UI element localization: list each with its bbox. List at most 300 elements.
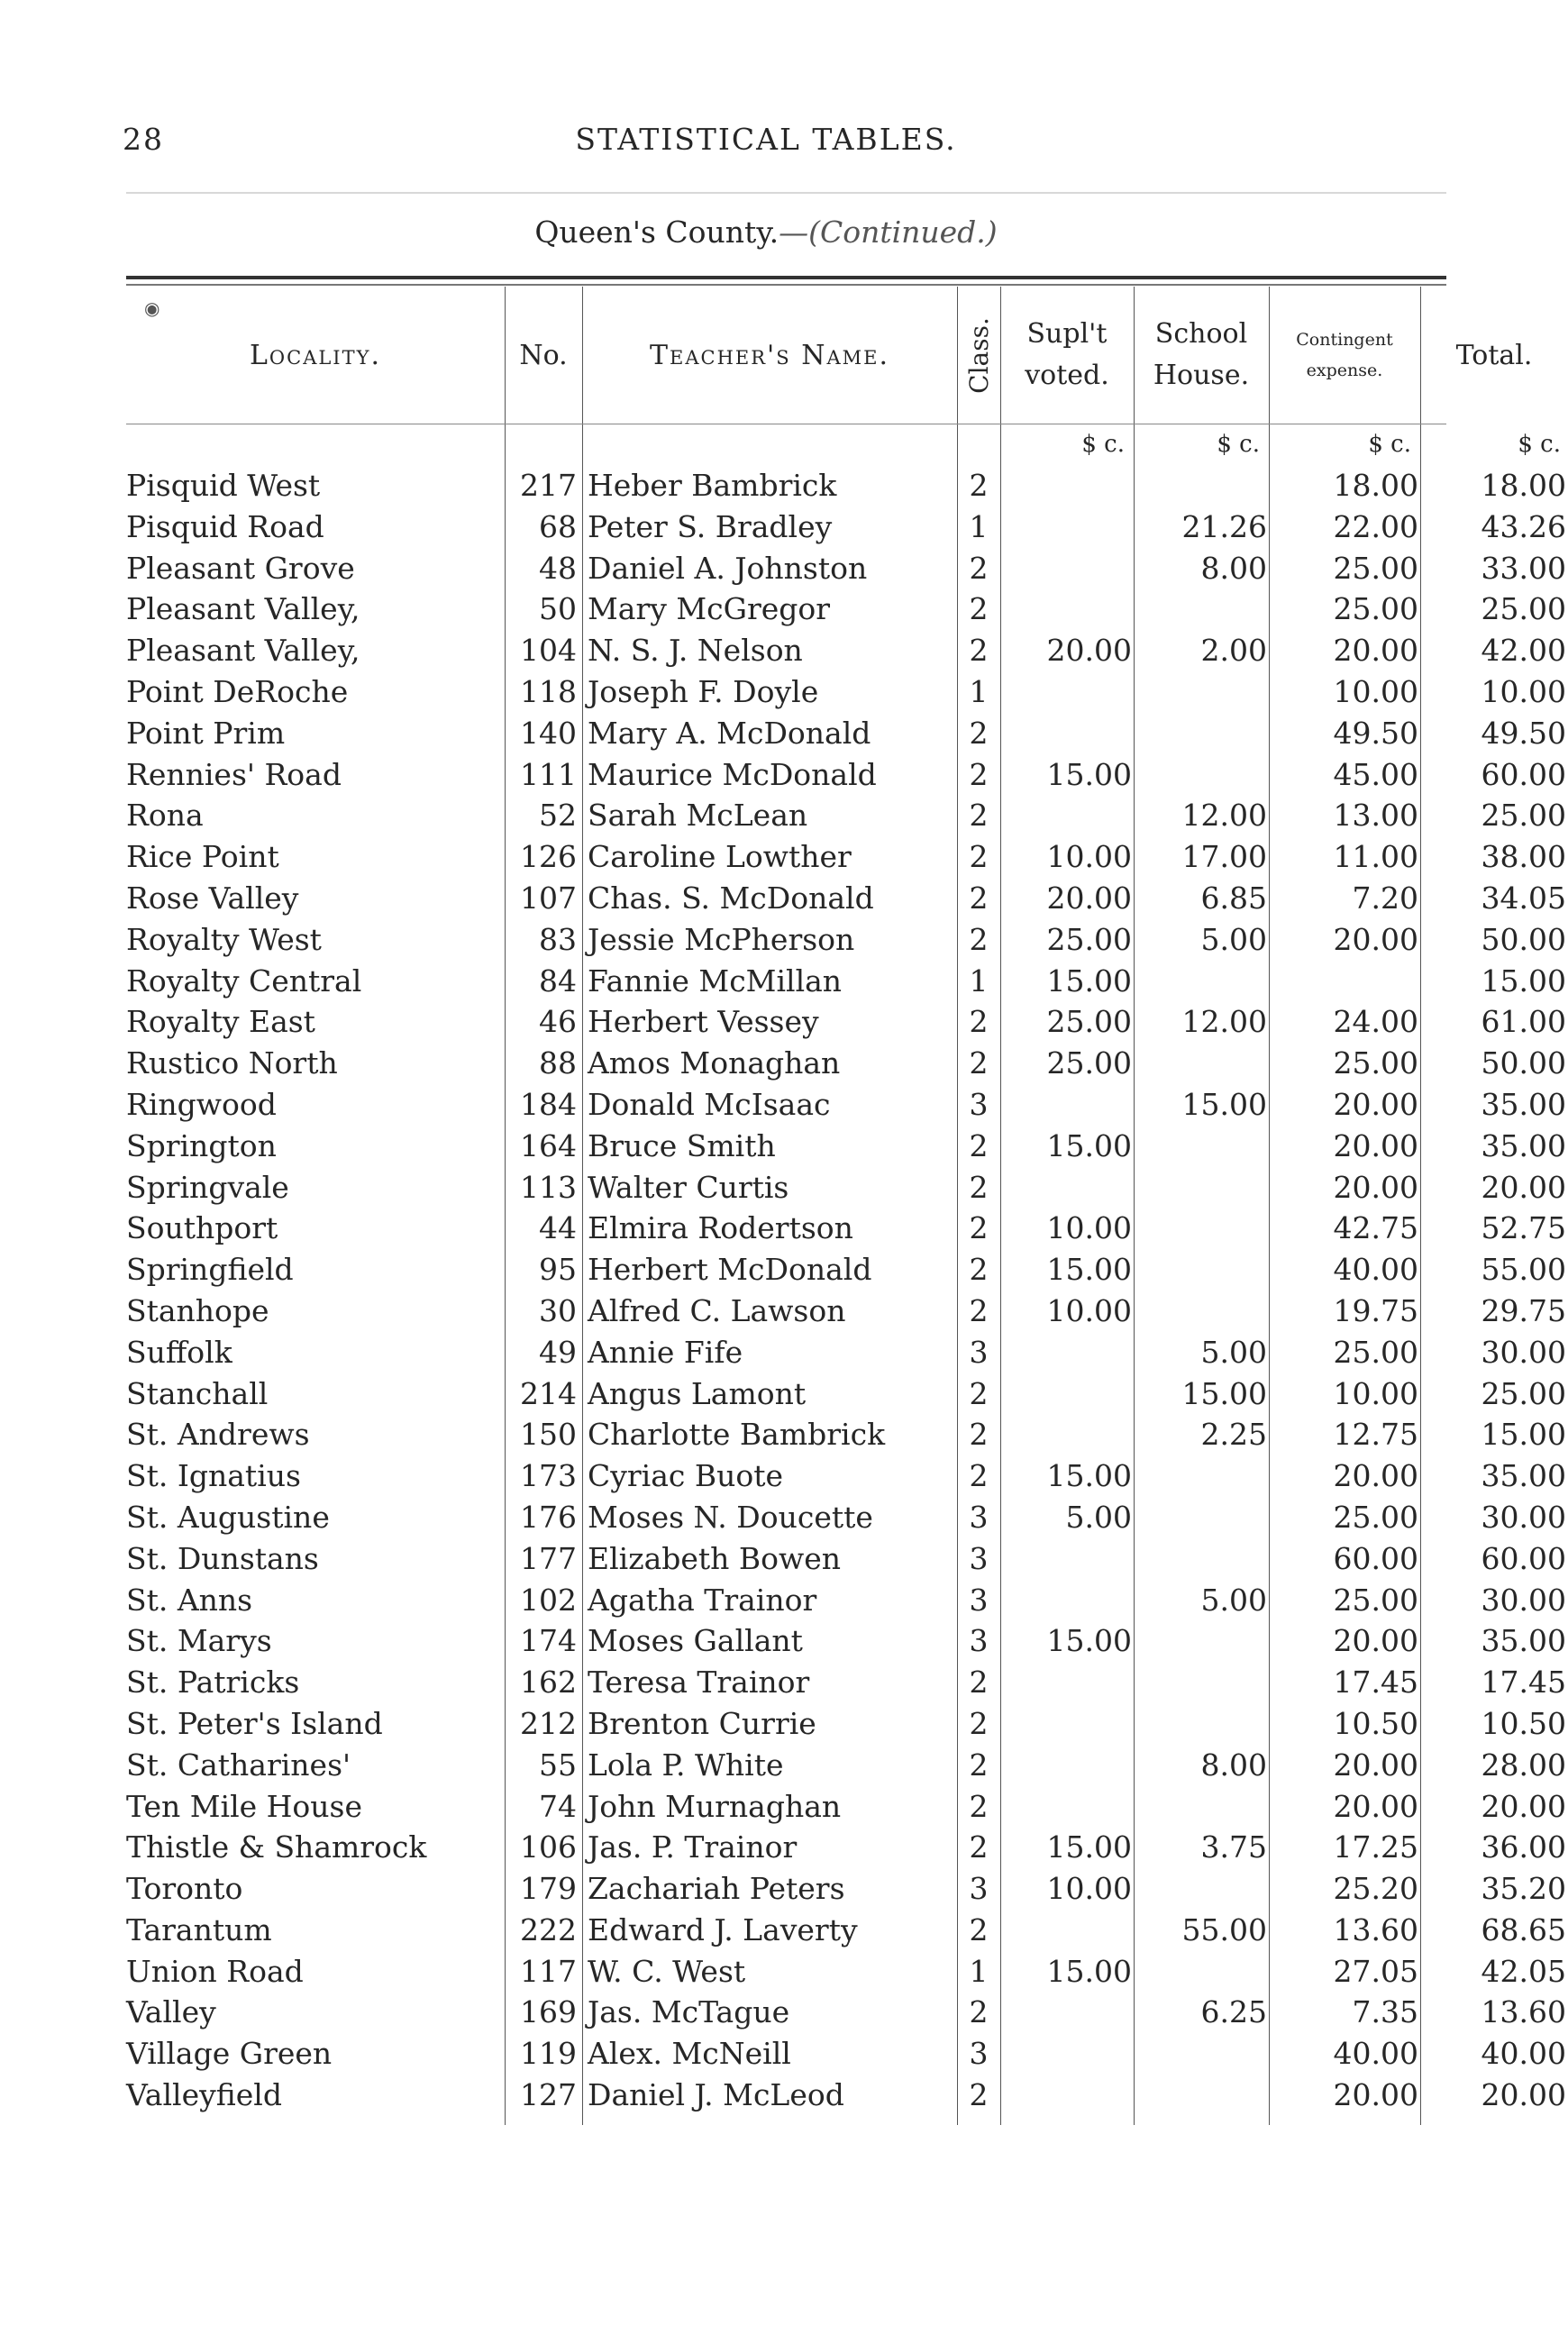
table-body	[126, 465, 1566, 2116]
table-row	[126, 1414, 1566, 1455]
teacher-name-cell: Joseph F. Doyle	[588, 673, 819, 709]
teacher-name-cell: Herbert Vessey	[588, 1004, 819, 1040]
contingent-expense-cell: 40.00	[1333, 1252, 1418, 1288]
school-house-cell: 12.00	[1181, 1004, 1267, 1040]
teacher-name-cell: Agatha Trainor	[588, 1582, 817, 1618]
supplement-voted-cell: 10.00	[1046, 1292, 1132, 1328]
teacher-name-cell: Herbert McDonald	[588, 1252, 872, 1288]
locality-cell: Village Green	[126, 2036, 333, 2072]
supplement-voted-cell: 15.00	[1046, 1458, 1132, 1494]
total-cell: 42.00	[1481, 633, 1566, 669]
school-house-cell: 2.25	[1200, 1417, 1267, 1453]
number-cell: 169	[520, 1994, 577, 2030]
class-cell: 2	[969, 1829, 989, 1865]
table-row	[126, 1827, 1566, 1868]
number-cell: 88	[539, 1045, 577, 1081]
header-school-line1: School	[1154, 318, 1248, 350]
total-cell: 49.50	[1481, 715, 1566, 751]
locality-cell: Rice Point	[126, 839, 279, 875]
contingent-expense-cell: 25.00	[1333, 1045, 1418, 1081]
class-cell: 3	[969, 1582, 989, 1618]
contingent-expense-cell: 20.00	[1333, 1623, 1418, 1659]
teacher-name-cell: Edward J. Laverty	[588, 1911, 858, 1947]
total-cell: 50.00	[1481, 921, 1566, 957]
locality-cell: Pleasant Valley,	[126, 633, 360, 669]
class-cell: 2	[969, 1747, 989, 1783]
contingent-expense-cell: 27.05	[1333, 1953, 1418, 1989]
total-cell: 35.00	[1481, 1458, 1566, 1494]
teacher-name-cell: Elmira Rodertson	[588, 1210, 853, 1246]
table-row	[126, 588, 1566, 630]
total-cell: 10.00	[1481, 673, 1566, 709]
class-cell: 2	[969, 1252, 989, 1288]
teacher-name-cell: Alfred C. Lawson	[588, 1292, 846, 1328]
teacher-name-cell: Jas. McTague	[588, 1994, 790, 2030]
total-cell: 50.00	[1481, 1045, 1566, 1081]
number-cell: 173	[520, 1458, 577, 1494]
class-cell: 1	[969, 508, 989, 544]
table-row	[126, 1249, 1566, 1291]
locality-cell: Royalty East	[126, 1004, 315, 1040]
ink-blot-mark: ◉	[144, 297, 160, 319]
class-cell: 2	[969, 633, 989, 669]
contingent-expense-cell: 20.00	[1333, 1127, 1418, 1163]
locality-cell: Rose Valley	[126, 880, 299, 916]
total-cell: 25.00	[1481, 1375, 1566, 1411]
table-row	[126, 919, 1566, 961]
table-row	[126, 1703, 1566, 1745]
table-row	[126, 1126, 1566, 1167]
table-row	[126, 1167, 1566, 1208]
contingent-expense-cell: 24.00	[1333, 1004, 1418, 1040]
teacher-name-cell: Daniel J. McLeod	[588, 2077, 844, 2113]
school-house-cell: 8.00	[1200, 550, 1267, 586]
contingent-expense-cell: 20.00	[1333, 633, 1418, 669]
teacher-name-cell: Elizabeth Bowen	[588, 1540, 842, 1576]
table-row	[126, 548, 1566, 589]
contingent-expense-cell: 10.50	[1333, 1705, 1418, 1741]
number-cell: 74	[539, 1788, 577, 1824]
supplement-voted-cell: 15.00	[1046, 1953, 1132, 1989]
total-cell: 15.00	[1481, 1417, 1566, 1453]
class-cell: 2	[969, 921, 989, 957]
total-cell: 55.00	[1481, 1252, 1566, 1288]
header-supplement-line1: Supl't	[1026, 318, 1108, 350]
class-cell: 2	[969, 550, 989, 586]
locality-cell: St. Catharines'	[126, 1747, 351, 1783]
supplement-voted-cell: 25.00	[1046, 1045, 1132, 1081]
supplement-voted-cell: 15.00	[1046, 1623, 1132, 1659]
table-row	[126, 630, 1566, 671]
supplement-voted-cell: 10.00	[1046, 1871, 1132, 1907]
total-cell: 30.00	[1481, 1582, 1566, 1618]
supplement-voted-cell: 15.00	[1046, 1829, 1132, 1865]
school-house-cell: 15.00	[1181, 1086, 1267, 1122]
county-name: Queen's County.	[534, 214, 779, 250]
number-cell: 177	[520, 1540, 577, 1576]
number-cell: 117	[520, 1953, 577, 1989]
teacher-name-cell: Cyriac Buote	[588, 1458, 784, 1494]
total-cell: 40.00	[1481, 2036, 1566, 2072]
school-house-cell: 12.00	[1181, 798, 1267, 834]
teacher-name-cell: Walter Curtis	[588, 1169, 789, 1205]
contingent-expense-cell: 20.00	[1333, 1086, 1418, 1122]
total-cell: 36.00	[1481, 1829, 1566, 1865]
table-row	[126, 713, 1566, 754]
class-cell: 2	[969, 1004, 989, 1040]
contingent-expense-cell: 49.50	[1333, 715, 1418, 751]
contingent-expense-cell: 12.75	[1333, 1417, 1418, 1453]
class-cell: 3	[969, 1086, 989, 1122]
locality-cell: Pisquid Road	[126, 508, 324, 544]
class-cell: 3	[969, 2036, 989, 2072]
number-cell: 179	[520, 1871, 577, 1907]
number-cell: 118	[520, 673, 577, 709]
contingent-expense-cell: 7.35	[1352, 1994, 1418, 2030]
supplement-voted-cell: 15.00	[1046, 1127, 1132, 1163]
school-house-cell: 6.85	[1200, 880, 1267, 916]
locality-cell: Stanhope	[126, 1292, 269, 1328]
total-cell: 61.00	[1481, 1004, 1566, 1040]
teacher-name-cell: Donald McIsaac	[588, 1086, 831, 1122]
table-subtitle	[0, 214, 1532, 250]
locality-cell: St. Dunstans	[126, 1540, 319, 1576]
contingent-expense-cell: 7.20	[1352, 880, 1418, 916]
total-cell: 13.60	[1481, 1994, 1566, 2030]
class-cell: 2	[969, 1045, 989, 1081]
header-supplement-line2: voted.	[1025, 360, 1109, 391]
school-house-cell: 5.00	[1200, 921, 1267, 957]
table-row	[126, 1455, 1566, 1497]
number-cell: 30	[539, 1292, 577, 1328]
number-cell: 111	[520, 756, 577, 792]
class-cell: 2	[969, 880, 989, 916]
locality-cell: Ten Mile House	[126, 1788, 363, 1824]
school-house-cell: 6.25	[1200, 1994, 1267, 2030]
locality-cell: Springvale	[126, 1169, 289, 1205]
class-cell: 3	[969, 1871, 989, 1907]
number-cell: 106	[520, 1829, 577, 1865]
contingent-expense-cell: 45.00	[1333, 756, 1418, 792]
contingent-expense-cell: 18.00	[1333, 468, 1418, 503]
total-cell: 38.00	[1481, 839, 1566, 875]
table-top-rule-thin	[126, 284, 1446, 286]
number-cell: 95	[539, 1252, 577, 1288]
locality-cell: Ringwood	[126, 1086, 277, 1122]
table-row	[126, 1620, 1566, 1662]
locality-cell: Union Road	[126, 1953, 304, 1989]
header-teacher: Teacher's Name.	[650, 339, 889, 371]
total-cell: 20.00	[1481, 1169, 1566, 1205]
class-cell: 2	[969, 1665, 989, 1701]
total-cell: 10.50	[1481, 1705, 1566, 1741]
statistics-table	[126, 287, 1566, 2125]
number-cell: 126	[520, 839, 577, 875]
contingent-expense-cell: 13.00	[1333, 798, 1418, 834]
total-cell: 43.26	[1481, 508, 1566, 544]
teacher-name-cell: Alex. McNeill	[588, 2036, 791, 2072]
table-row	[126, 1373, 1566, 1415]
total-cell: 60.00	[1481, 1540, 1566, 1576]
number-cell: 176	[520, 1499, 577, 1535]
class-cell: 2	[969, 1127, 989, 1163]
total-cell: 18.00	[1481, 468, 1566, 503]
school-house-cell: 3.75	[1200, 1829, 1267, 1865]
contingent-expense-cell: 22.00	[1333, 508, 1418, 544]
locality-cell: St. Marys	[126, 1623, 272, 1659]
class-cell: 2	[969, 2077, 989, 2113]
locality-cell: Rennies' Road	[126, 756, 342, 792]
header-contingent	[1269, 287, 1420, 424]
locality-cell: Point DeRoche	[126, 673, 349, 709]
header-class-label: Class.	[963, 316, 994, 394]
locality-cell: Rustico North	[126, 1045, 338, 1081]
locality-cell: Point Prim	[126, 715, 286, 751]
class-cell: 2	[969, 839, 989, 875]
teacher-name-cell: Annie Fife	[588, 1334, 743, 1370]
supplement-voted-cell: 15.00	[1046, 756, 1132, 792]
header-school-house	[1134, 287, 1269, 424]
table-row	[126, 878, 1566, 919]
contingent-expense-cell: 60.00	[1333, 1540, 1418, 1576]
contingent-expense-cell: 40.00	[1333, 2036, 1418, 2072]
total-cell: 20.00	[1481, 1788, 1566, 1824]
table-row	[126, 795, 1566, 836]
school-house-cell: 5.00	[1200, 1582, 1267, 1618]
class-cell: 3	[969, 1540, 989, 1576]
locality-cell: St. Augustine	[126, 1499, 330, 1535]
locality-cell: St. Ignatius	[126, 1458, 301, 1494]
class-cell: 2	[969, 1169, 989, 1205]
header-supplement	[1000, 287, 1134, 424]
teacher-name-cell: Jas. P. Trainor	[588, 1829, 798, 1865]
locality-cell: Pleasant Grove	[126, 550, 355, 586]
table-row	[126, 1084, 1566, 1126]
class-cell: 2	[969, 1705, 989, 1741]
total-cell: 17.45	[1481, 1665, 1566, 1701]
supplement-voted-cell: 5.00	[1065, 1499, 1132, 1535]
contingent-expense-cell: 25.00	[1333, 1499, 1418, 1535]
teacher-name-cell: Mary A. McDonald	[588, 715, 871, 751]
class-cell: 3	[969, 1334, 989, 1370]
number-cell: 127	[520, 2077, 577, 2113]
header-total: Total.	[1455, 339, 1533, 371]
locality-cell: St. Anns	[126, 1582, 253, 1618]
continued-note: —(Continued.)	[779, 214, 998, 250]
table-row	[126, 1291, 1566, 1332]
header-school-line2: House.	[1153, 360, 1250, 391]
teacher-name-cell: Heber Bambrick	[588, 468, 837, 503]
number-cell: 184	[520, 1086, 577, 1122]
number-cell: 214	[520, 1375, 577, 1411]
class-cell: 3	[969, 1623, 989, 1659]
contingent-expense-cell: 19.75	[1333, 1292, 1418, 1328]
table-row	[126, 2033, 1566, 2075]
total-cell: 60.00	[1481, 756, 1566, 792]
contingent-expense-cell: 11.00	[1333, 839, 1418, 875]
supplement-voted-cell: 10.00	[1046, 1210, 1132, 1246]
teacher-name-cell: Jessie McPherson	[588, 921, 855, 957]
teacher-name-cell: Amos Monaghan	[588, 1045, 841, 1081]
number-cell: 46	[539, 1004, 577, 1040]
teacher-name-cell: N. S. J. Nelson	[588, 633, 803, 669]
class-cell: 2	[969, 756, 989, 792]
contingent-expense-cell: 20.00	[1333, 921, 1418, 957]
class-cell: 1	[969, 962, 989, 999]
total-cell: 28.00	[1481, 1747, 1566, 1783]
total-cell: 29.75	[1481, 1292, 1566, 1328]
total-cell: 25.00	[1481, 798, 1566, 834]
teacher-name-cell: Charlotte Bambrick	[588, 1417, 886, 1453]
class-cell: 2	[969, 715, 989, 751]
teacher-name-cell: Angus Lamont	[588, 1375, 807, 1411]
number-cell: 162	[520, 1665, 577, 1701]
locality-cell: Valley	[126, 1994, 216, 2030]
contingent-expense-cell: 10.00	[1333, 673, 1418, 709]
teacher-name-cell: Daniel A. Johnston	[588, 550, 868, 586]
class-cell: 2	[969, 1210, 989, 1246]
contingent-expense-cell: 13.60	[1333, 1911, 1418, 1947]
teacher-name-cell: Caroline Lowther	[588, 839, 852, 875]
locality-cell: Pleasant Valley,	[126, 591, 360, 627]
table-row	[126, 961, 1566, 1002]
total-cell: 25.00	[1481, 591, 1566, 627]
total-cell: 35.00	[1481, 1127, 1566, 1163]
teacher-name-cell: Teresa Trainor	[588, 1665, 810, 1701]
teacher-name-cell: W. C. West	[588, 1953, 746, 1989]
table-row	[126, 836, 1566, 878]
class-cell: 2	[969, 798, 989, 834]
supplement-voted-cell: 15.00	[1046, 1252, 1132, 1288]
unit-supplement: $ c.	[1081, 431, 1125, 458]
table-row	[126, 1538, 1566, 1580]
teacher-name-cell: Chas. S. McDonald	[588, 880, 874, 916]
table-row	[126, 1662, 1566, 1703]
locality-cell: Stanchall	[126, 1375, 269, 1411]
locality-cell: Springfield	[126, 1252, 294, 1288]
locality-cell: Springton	[126, 1127, 277, 1163]
contingent-expense-cell: 17.45	[1333, 1665, 1418, 1701]
teacher-name-cell: John Murnaghan	[588, 1788, 842, 1824]
supplement-voted-cell: 20.00	[1046, 633, 1132, 669]
number-cell: 140	[520, 715, 577, 751]
number-cell: 119	[520, 2036, 577, 2072]
locality-cell: Royalty West	[126, 921, 322, 957]
number-cell: 222	[520, 1911, 577, 1947]
table-row	[126, 465, 1566, 506]
table-row	[126, 1992, 1566, 2033]
class-cell: 3	[969, 1499, 989, 1535]
contingent-expense-cell: 25.00	[1333, 1334, 1418, 1370]
supplement-voted-cell: 15.00	[1046, 962, 1132, 999]
locality-cell: Valleyfield	[126, 2077, 282, 2113]
number-cell: 164	[520, 1127, 577, 1163]
contingent-expense-cell: 20.00	[1333, 2077, 1418, 2113]
school-house-cell: 17.00	[1181, 839, 1267, 875]
total-cell: 52.75	[1481, 1210, 1566, 1246]
supplement-voted-cell: 25.00	[1046, 921, 1132, 957]
contingent-expense-cell: 25.00	[1333, 1582, 1418, 1618]
class-cell: 2	[969, 1375, 989, 1411]
school-house-cell: 21.26	[1181, 508, 1267, 544]
number-cell: 174	[520, 1623, 577, 1659]
total-cell: 30.00	[1481, 1499, 1566, 1535]
contingent-expense-cell: 20.00	[1333, 1169, 1418, 1205]
number-cell: 49	[539, 1334, 577, 1370]
locality-cell: St. Peter's Island	[126, 1705, 383, 1741]
number-cell: 84	[539, 962, 577, 999]
school-house-cell: 8.00	[1200, 1747, 1267, 1783]
supplement-voted-cell: 25.00	[1046, 1004, 1132, 1040]
contingent-expense-cell: 42.75	[1333, 1210, 1418, 1246]
school-house-cell: 55.00	[1181, 1911, 1267, 1947]
table-row	[126, 1951, 1566, 1993]
table-row	[126, 1745, 1566, 1786]
header-class	[957, 287, 1000, 424]
number-cell: 50	[539, 591, 577, 627]
class-cell: 2	[969, 591, 989, 627]
school-house-cell: 15.00	[1181, 1375, 1267, 1411]
table-row	[126, 671, 1566, 713]
table-row	[126, 1786, 1566, 1828]
locality-cell: Rona	[126, 798, 204, 834]
teacher-name-cell: Zachariah Peters	[588, 1871, 845, 1907]
total-cell: 34.05	[1481, 880, 1566, 916]
teacher-name-cell: Lola P. White	[588, 1747, 784, 1783]
number-cell: 55	[539, 1747, 577, 1783]
number-cell: 102	[520, 1582, 577, 1618]
table-row	[126, 754, 1566, 796]
number-cell: 48	[539, 550, 577, 586]
total-cell: 33.00	[1481, 550, 1566, 586]
number-cell: 150	[520, 1417, 577, 1453]
class-cell: 1	[969, 1953, 989, 1989]
table-row	[126, 506, 1566, 548]
total-cell: 30.00	[1481, 1334, 1566, 1370]
locality-cell: Tarantum	[126, 1911, 272, 1947]
total-cell: 68.65	[1481, 1911, 1566, 1947]
school-house-cell: 2.00	[1200, 633, 1267, 669]
table-row	[126, 1868, 1566, 1910]
contingent-expense-cell: 20.00	[1333, 1747, 1418, 1783]
locality-cell: Southport	[126, 1210, 278, 1246]
number-cell: 217	[520, 468, 577, 503]
page-number: 28	[123, 122, 164, 157]
teacher-name-cell: Bruce Smith	[588, 1127, 776, 1163]
unit-contingent: $ c.	[1368, 431, 1411, 458]
header-no: No.	[519, 339, 568, 371]
class-cell: 2	[969, 1458, 989, 1494]
table-row	[126, 1043, 1566, 1084]
unit-total: $ c.	[1518, 431, 1561, 458]
locality-cell: St. Andrews	[126, 1417, 310, 1453]
header-contingent-line1: Contingent	[1296, 330, 1393, 350]
header-rule	[126, 192, 1446, 194]
contingent-expense-cell: 25.00	[1333, 550, 1418, 586]
header-contingent-line2: expense.	[1306, 360, 1383, 380]
table-row	[126, 2075, 1566, 2116]
total-cell: 35.00	[1481, 1623, 1566, 1659]
page-title: STATISTICAL TABLES.	[575, 122, 957, 157]
table-row	[126, 1208, 1566, 1249]
number-cell: 212	[520, 1705, 577, 1741]
table-row	[126, 1001, 1566, 1043]
locality-cell: Suffolk	[126, 1334, 232, 1370]
table-row	[126, 1497, 1566, 1538]
teacher-name-cell: Moses N. Doucette	[588, 1499, 873, 1535]
class-cell: 2	[969, 1788, 989, 1824]
class-cell: 2	[969, 1911, 989, 1947]
